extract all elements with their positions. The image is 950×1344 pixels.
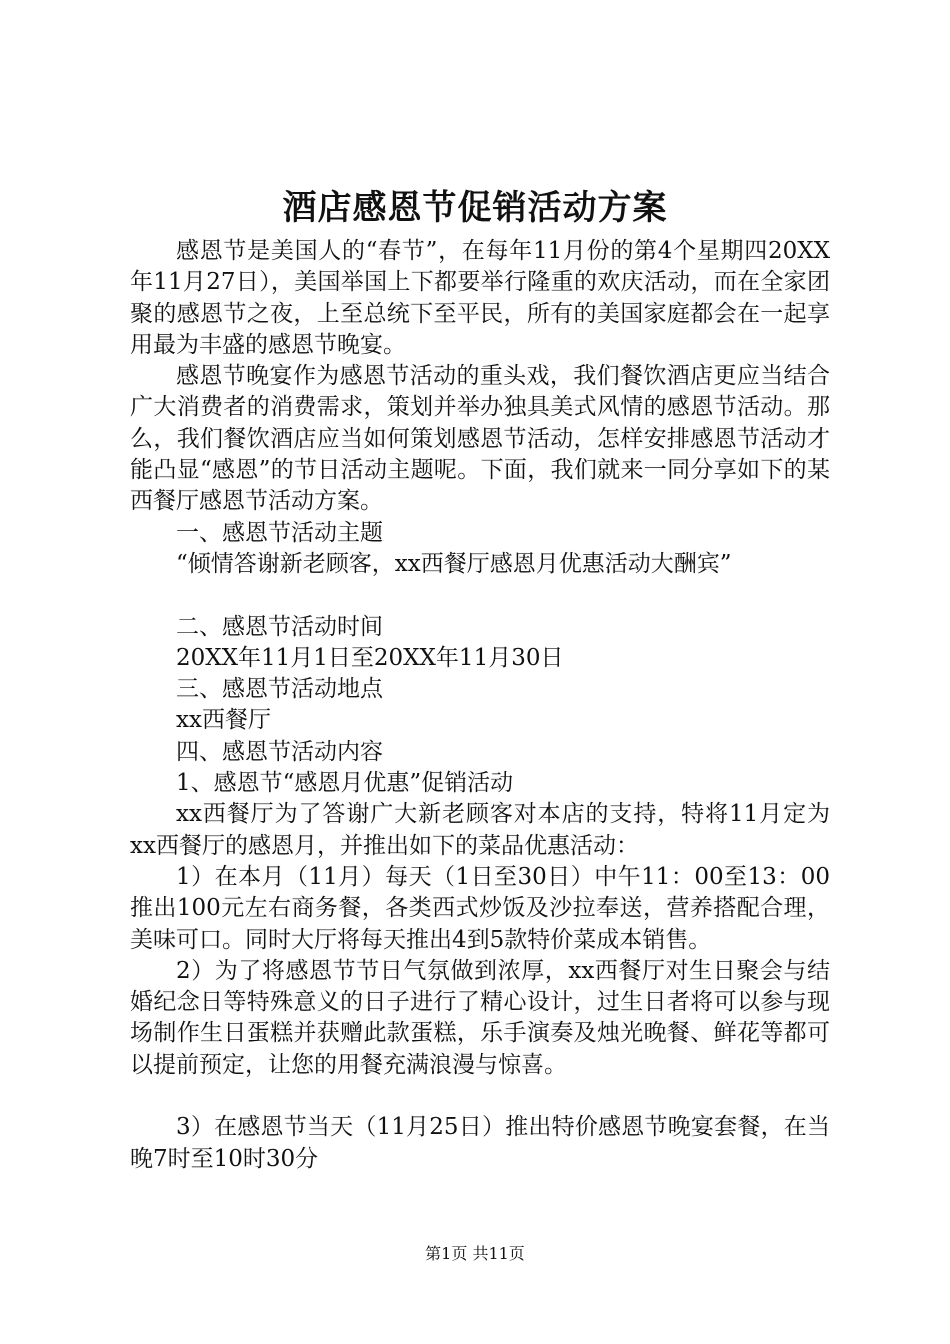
document-title: 酒店感恩节促销活动方案 [282,188,668,228]
paragraph-promotion-intro: xx西餐厅为了答谢广大新老顾客对本店的支持，特将11月定为xx西餐厅的感恩月，并推出如下的菜品优惠活动： [130,801,830,859]
section-heading-theme: 一、感恩节活动主题 [176,519,383,546]
list-item-celebration: 2）为了将感恩节节日气氛做到浓厚，xx西餐厅对生日聚会与结婚纪念日等特殊意义的日子进行了精心设计，过生日者将可以参与现场制作生日蛋糕并获赠此款蛋糕，乐手演奏及烛光晚餐、鲜花等都可以提前预定，让您的用餐充满浪漫与惊喜。 [130,957,830,1078]
activity-location: xx西餐厅 [176,707,271,734]
document-body [130,236,830,1175]
activity-time: 20XX年11月1日至20XX年11月30日 [176,644,564,671]
section-heading-content: 四、感恩节活动内容 [176,738,383,765]
paragraph-background: 感恩节晚宴作为感恩节活动的重头戏，我们餐饮酒店更应当结合广大消费者的消费需求，策划并举办独具美式风情的感恩节活动。那么，我们餐饮酒店应当如何策划感恩节活动，怎样安排感恩节活动才能凸显“感恩”的节日活动主题呢。下面，我们就来一同分享如下的某西餐厅感恩节活动方案。 [130,363,830,515]
list-item-business-lunch: 1）在本月（11月）每天（1日至30日）中午11：00至13：00推出100元左右商务餐，各类西式炒饭及沙拉奉送，营养搭配合理，美味可口。同时大厅将每天推出4到5款特价菜成本销售。 [130,863,830,953]
blank-line [130,1081,830,1112]
section-heading-time: 二、感恩节活动时间 [176,613,383,640]
subsection-heading-promotion: 1、感恩节“感恩月优惠”促销活动 [176,770,514,797]
theme-slogan: “倾情答谢新老顾客，xx西餐厅感恩月优惠活动大酬宾” [176,550,732,577]
section-heading-location: 三、感恩节活动地点 [176,676,383,703]
list-item-thanksgiving-dinner: 3）在感恩节当天（11月25日）推出特价感恩节晚宴套餐，在当晚7时至10时30分 [130,1114,830,1172]
page-footer: 第1页 共11页 [425,1244,525,1263]
blank-line [130,580,830,611]
paragraph-intro: 感恩节是美国人的“春节”，在每年11月份的第4个星期四20XX年11月27日），美国举国上下都要举行隆重的欢庆活动，而在全家团聚的感恩节之夜，上至总统下至平民，所有的美国家庭都会在一起享用最为丰盛的感恩节晚宴。 [130,238,830,358]
